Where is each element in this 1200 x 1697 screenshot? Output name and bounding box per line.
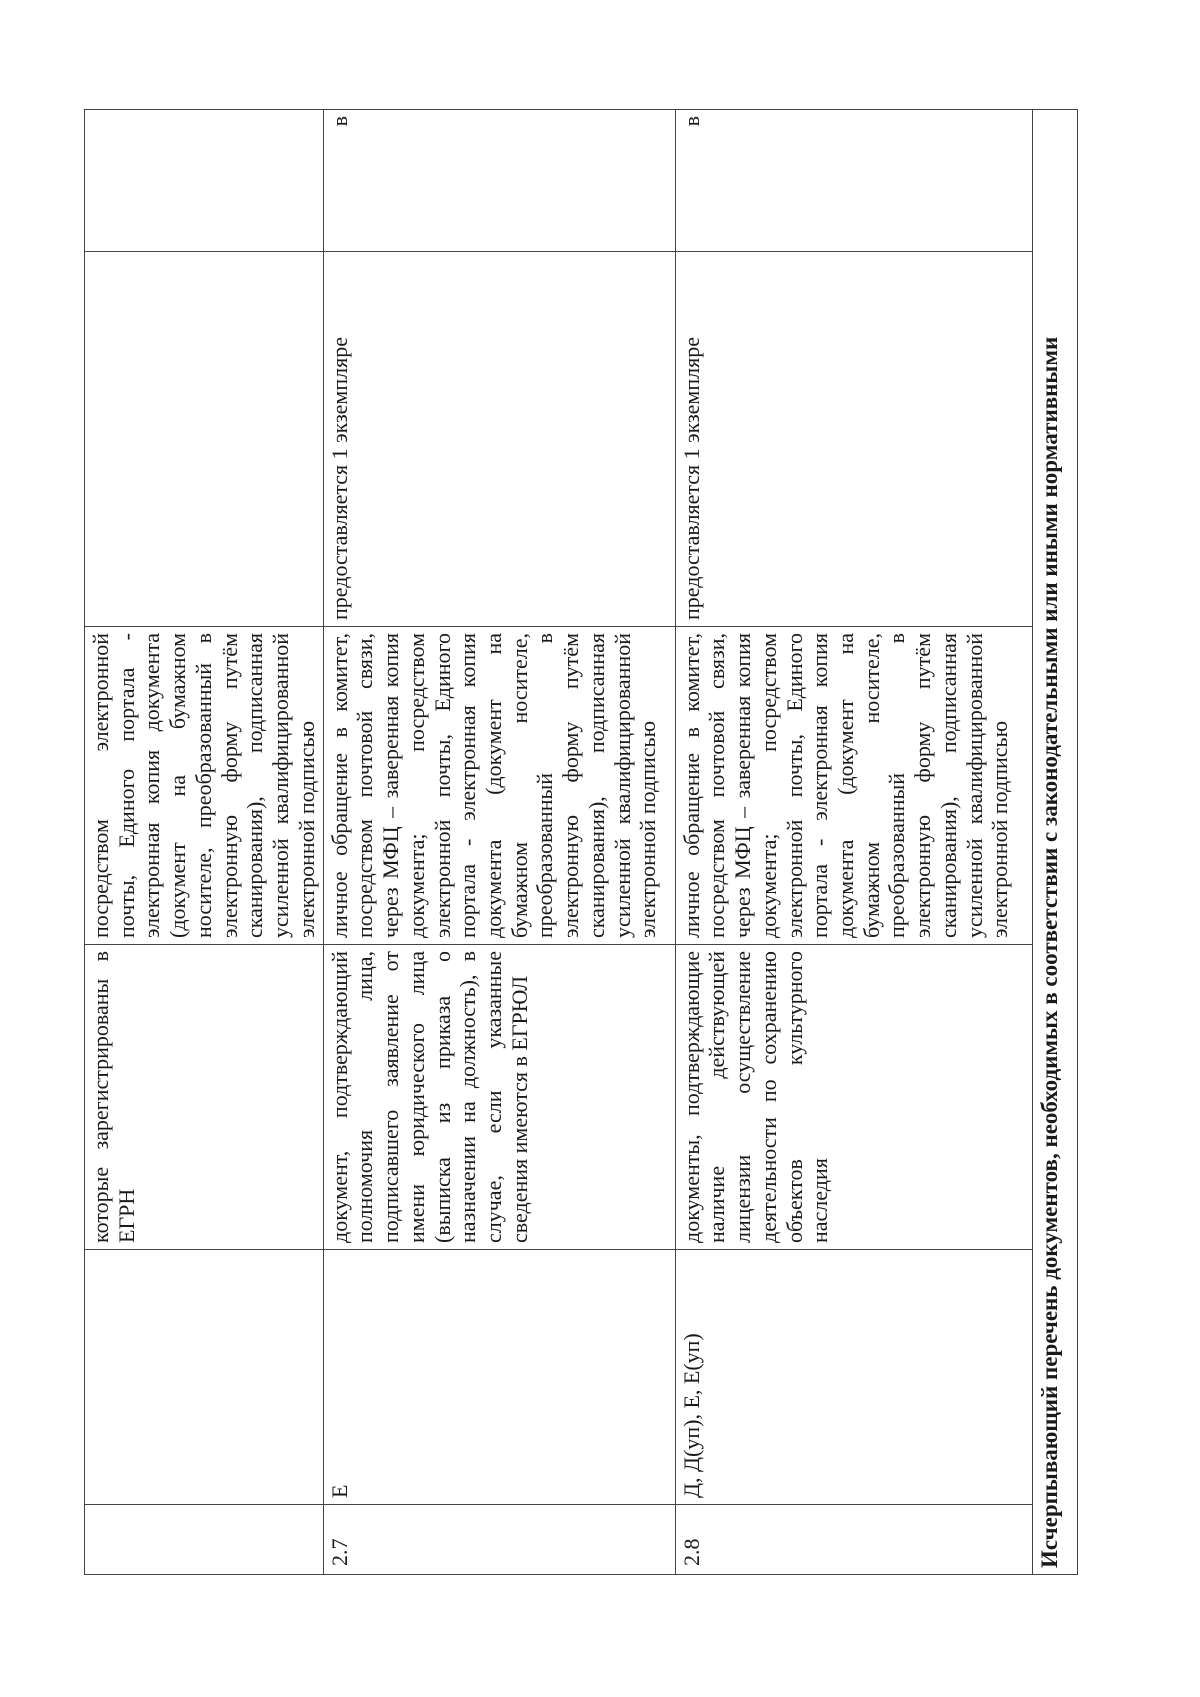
row-number <box>85 1505 324 1575</box>
row-number: 2.7 <box>323 1505 675 1575</box>
document-name: документ, подтверждающий полномочия лица, подписавшего заявление от имени юридического лица (выписка из приказа о назначении на должность), в случае, если указанные сведения имеются в ЕГРЮЛ <box>323 945 675 1250</box>
copies-note: предоставляется 1 экземпляре <box>323 252 675 627</box>
copies-note <box>85 252 324 627</box>
submission-method: личное обращение в комитет, посредством почтовой связи, через МФЦ – заверенная копия документа; посредством электронной почты, Единого портала - электронная копия документа (документ на бумажном носителе, преобразованный в электронную форму путём сканирования), подписанная усиленной квалифицированной электронной подписью <box>323 627 675 945</box>
document-name: которые зарегистрированы в ЕГРН <box>85 945 324 1250</box>
copies-note-end: в <box>323 110 675 252</box>
applicant-category: Е <box>323 1250 675 1505</box>
applicant-category: Д, Д(уп), Е, Е(уп) <box>675 1250 1032 1505</box>
applicant-category <box>85 1250 324 1505</box>
document-name: документы, подтверждающие наличие действующей лицензии осуществление деятельности по сохранению объектов культурного наследия <box>675 945 1032 1250</box>
section-heading-row <box>1032 110 1077 1575</box>
submission-method: личное обращение в комитет, посредством почтовой связи, через МФЦ – заверенная копия документа; посредством электронной почты, Единого портала - электронная копия документа (документ на бумажном носителе, преобразованный в электронную форму путём сканирования), подписанная усиленной квалифицированной электронной подписью <box>675 627 1032 945</box>
section-heading: Исчерпывающий перечень документов, необходимых в соответствии с законодательными или иными нормативными <box>1032 110 1077 1575</box>
row-number: 2.8 <box>675 1505 1032 1575</box>
submission-method: посредством электронной почты, Единого портала - электронная копия документа (документ на бумажном носителе, преобразованный в электронную форму путём сканирования), подписанная усиленной квалифицированной электронной подписью <box>85 627 324 945</box>
table-row <box>675 110 1032 1575</box>
rotated-page-content <box>84 110 1094 1575</box>
table-row <box>85 110 324 1575</box>
copies-note: предоставляется 1 экземпляре <box>675 252 1032 627</box>
copies-note-end <box>85 110 324 252</box>
table-row <box>323 110 675 1575</box>
copies-note-end: в <box>675 110 1032 252</box>
documents-table <box>84 109 1078 1575</box>
